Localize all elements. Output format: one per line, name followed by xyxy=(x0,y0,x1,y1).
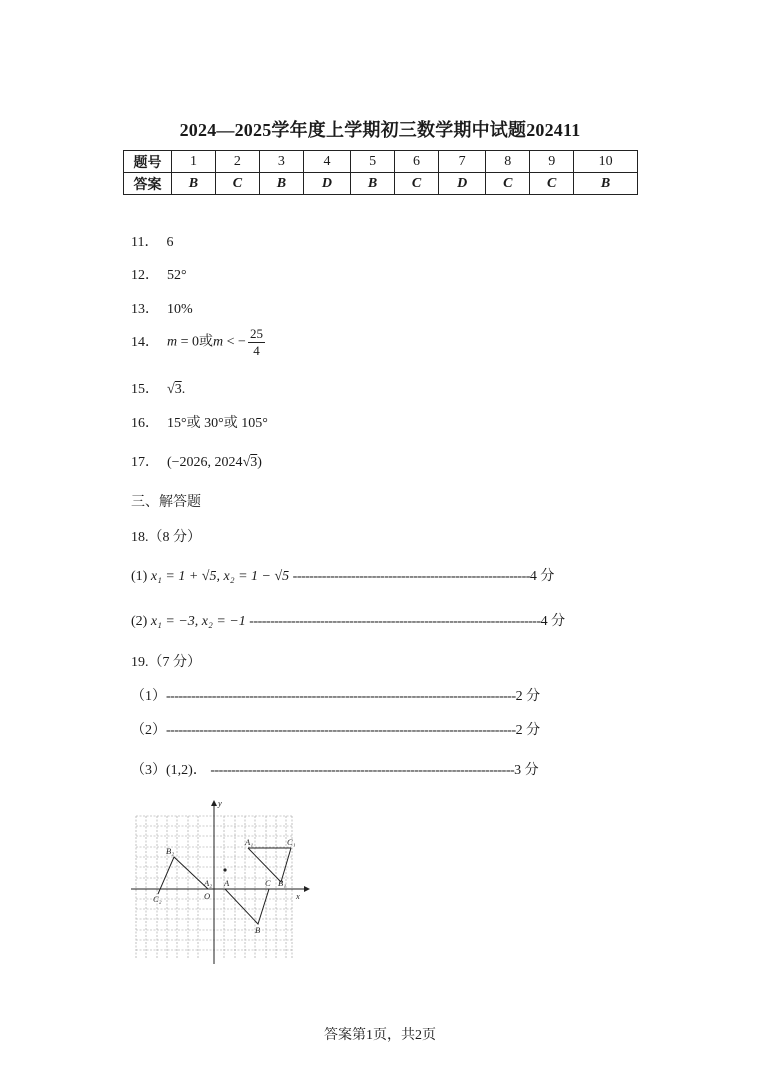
label-b2: B₂ xyxy=(166,846,175,856)
part-label: （2） xyxy=(131,723,166,738)
answer-line-q18-2 xyxy=(131,610,565,630)
table-cell: B xyxy=(259,173,303,195)
score-label: 3 分 xyxy=(514,763,539,778)
label-o: O xyxy=(204,891,211,901)
score-label: 4 分 xyxy=(529,569,555,584)
math-text: = 0或 xyxy=(177,334,214,350)
table-cell: D xyxy=(303,173,350,195)
table-cell: D xyxy=(439,173,486,195)
table-cell: 10 xyxy=(574,151,638,173)
answer-line-q13 xyxy=(131,298,193,318)
part-label: （3） xyxy=(131,763,166,778)
answer-table xyxy=(123,150,638,195)
answer-line-q11 xyxy=(131,231,173,251)
math-text: . xyxy=(181,382,186,397)
question-number: 16． xyxy=(131,416,159,431)
label-a: A xyxy=(224,878,230,888)
math-expression: x₁ = −3, x₂ = −1 xyxy=(150,614,246,629)
table-cell: 6 xyxy=(395,151,439,173)
dash-leader: --------------------------------------------------------- xyxy=(292,569,530,584)
answer-table-row-label: 答案 xyxy=(124,173,172,195)
question-number: 17． xyxy=(131,455,159,470)
answer-table-number-row xyxy=(124,151,638,173)
answer-line-q16 xyxy=(131,412,268,432)
question-number: 11． xyxy=(131,235,159,250)
sqrt-sign: √ xyxy=(167,382,175,397)
question-heading-19: 19.（7 分） xyxy=(131,655,201,670)
table-cell: C xyxy=(215,173,259,195)
question-heading-18: 18.（8 分） xyxy=(131,530,201,545)
table-cell: 3 xyxy=(259,151,303,173)
math-expression: x₁ = 1 + √5, x₂ = 1 − √5 xyxy=(150,569,290,584)
table-cell: 7 xyxy=(439,151,486,173)
answer-line-q12 xyxy=(131,264,187,284)
table-cell: 5 xyxy=(351,151,395,173)
radicand: 3 xyxy=(250,455,258,470)
radicand: 3 xyxy=(174,382,182,397)
section-heading: 三、解答题 xyxy=(131,495,201,510)
coordinate-grid-figure xyxy=(128,798,313,968)
label-y: y xyxy=(218,798,222,808)
math-expression: (1,2)． xyxy=(166,763,207,778)
part-label: （1） xyxy=(131,689,166,704)
label-b1: B₁ xyxy=(278,878,287,888)
answer-text: 52° xyxy=(167,268,187,283)
part-label: (1) xyxy=(131,569,148,584)
fraction-denominator: 4 xyxy=(253,343,260,358)
point-dot xyxy=(223,868,226,871)
answer-line-q18-1 xyxy=(131,565,554,585)
label-b: B xyxy=(255,925,261,935)
label-a2: A₂ xyxy=(204,878,213,888)
y-axis-arrow xyxy=(211,800,217,806)
table-cell: 4 xyxy=(303,151,350,173)
table-cell: 9 xyxy=(530,151,574,173)
table-cell: B xyxy=(172,173,216,195)
label-x: x xyxy=(296,891,300,901)
answer-line-q19-3 xyxy=(131,759,539,779)
table-cell: B xyxy=(351,173,395,195)
answer-text: 6 xyxy=(166,235,174,250)
label-c1: C₁ xyxy=(287,837,296,847)
fraction xyxy=(248,326,265,359)
triangle-a1b1c1 xyxy=(248,848,291,882)
question-number: 15． xyxy=(131,382,159,397)
math-text: (−2026, 2024 xyxy=(167,455,243,470)
question-number: 13． xyxy=(131,302,159,317)
math-variable: m xyxy=(167,334,178,350)
math-variable: m xyxy=(213,334,224,350)
dash-leader: ---------------------------------------------------------------------- xyxy=(249,614,541,629)
label-a1: A₁ xyxy=(245,837,254,847)
fraction-numerator: 25 xyxy=(249,326,263,341)
dash-leader: ------------------------------------------------------------------------- xyxy=(210,763,515,778)
triangle-a2b2c2 xyxy=(158,857,208,894)
table-cell: C xyxy=(530,173,574,195)
answer-text: 15°或 30°或 105° xyxy=(167,416,268,431)
question-number: 12． xyxy=(131,268,159,283)
label-c: C xyxy=(265,878,271,888)
x-axis-arrow xyxy=(304,886,310,892)
table-cell: B xyxy=(574,173,638,195)
math-text: ) xyxy=(257,455,262,470)
score-label: 2 分 xyxy=(515,723,541,738)
page-footer: 答案第1页，共2页 xyxy=(324,1028,436,1043)
answer-table-answer-row xyxy=(124,173,638,195)
answer-table-row-label: 题号 xyxy=(124,151,172,173)
table-cell: C xyxy=(395,173,439,195)
page-title: 2024—2025学年度上学期初三数学期中试题202411 xyxy=(179,120,581,140)
question-number: 14． xyxy=(131,334,159,350)
answer-line-q19-2 xyxy=(131,719,540,739)
answer-line-q15 xyxy=(131,378,185,398)
answer-line-q17 xyxy=(131,451,262,471)
answer-line-q19-1 xyxy=(131,685,540,705)
table-cell: 2 xyxy=(215,151,259,173)
math-text: < − xyxy=(223,334,246,350)
sqrt-sign: √ xyxy=(242,455,251,470)
part-label: (2) xyxy=(131,614,148,629)
answer-text: 10% xyxy=(167,302,193,317)
dash-leader: ------------------------------------------------------------------------------------ xyxy=(166,723,516,738)
table-cell: 8 xyxy=(486,151,530,173)
score-label: 4 分 xyxy=(540,614,566,629)
answer-line-q14 xyxy=(131,326,265,359)
label-c2: C₂ xyxy=(153,894,162,904)
dash-leader: ------------------------------------------------------------------------------------ xyxy=(166,689,516,704)
table-cell: C xyxy=(486,173,530,195)
table-cell: 1 xyxy=(172,151,216,173)
score-label: 2 分 xyxy=(515,689,541,704)
